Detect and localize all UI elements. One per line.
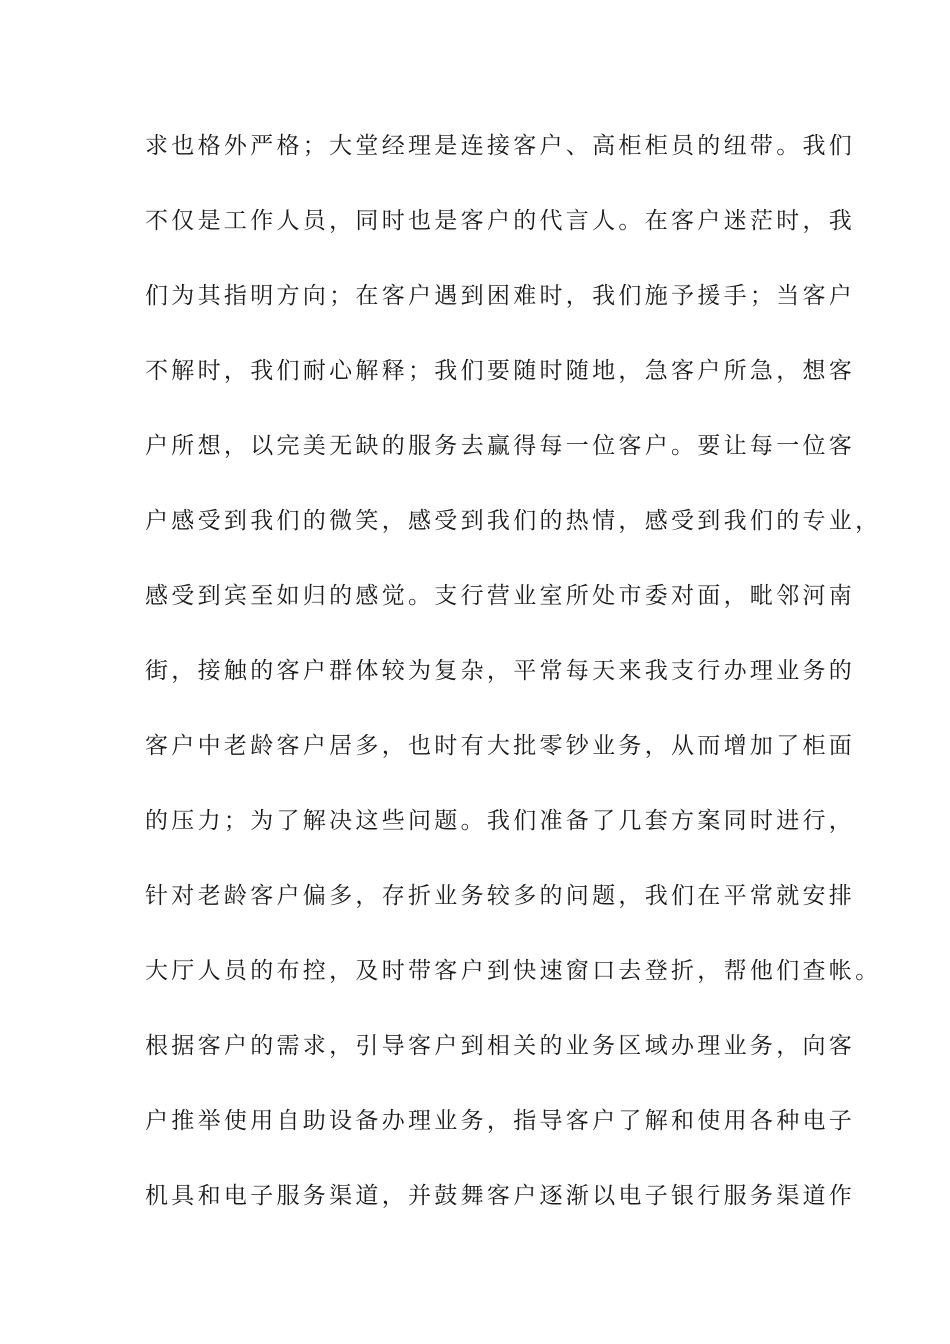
text-line: 求也格外严格；大堂经理是连接客户、高柜柜员的纽带。我们 [145,133,856,159]
text-line: 感受到宾至如归的感觉。支行营业室所处市委对面，毗邻河南 [145,583,856,609]
text-line: 户感受到我们的微笑，感受到我们的热情，感受到我们的专业， [145,508,882,534]
text-line: 客户中老龄客户居多，也时有大批零钞业务，从而增加了柜面 [145,733,856,759]
text-line: 不仅是工作人员，同时也是客户的代言人。在客户迷茫时，我 [145,208,856,234]
text-line: 不解时，我们耐心解释；我们要随时随地，急客户所急，想客 [145,358,856,384]
text-line: 机具和电子服务渠道，并鼓舞客户逐渐以电子银行服务渠道作 [145,1183,856,1209]
text-line: 大厅人员的布控，及时带客户到快速窗口去登折，帮他们查帐。 [145,958,882,984]
text-line: 的压力；为了解决这些问题。我们准备了几套方案同时进行， [145,808,856,834]
text-line: 户所想，以完美无缺的服务去赢得每一位客户。要让每一位客 [145,433,856,459]
text-line: 针对老龄客户偏多，存折业务较多的问题，我们在平常就安排 [145,883,856,909]
body-text [145,131,882,1256]
text-line: 户推举使用自助设备办理业务，指导客户了解和使用各种电子 [145,1108,856,1134]
text-line: 根据客户的需求，引导客户到相关的业务区域办理业务，向客 [145,1033,856,1059]
text-line: 街，接触的客户群体较为复杂，平常每天来我支行办理业务的 [145,658,856,684]
text-line: 们为其指明方向；在客户遇到困难时，我们施予援手；当客户 [145,283,856,309]
